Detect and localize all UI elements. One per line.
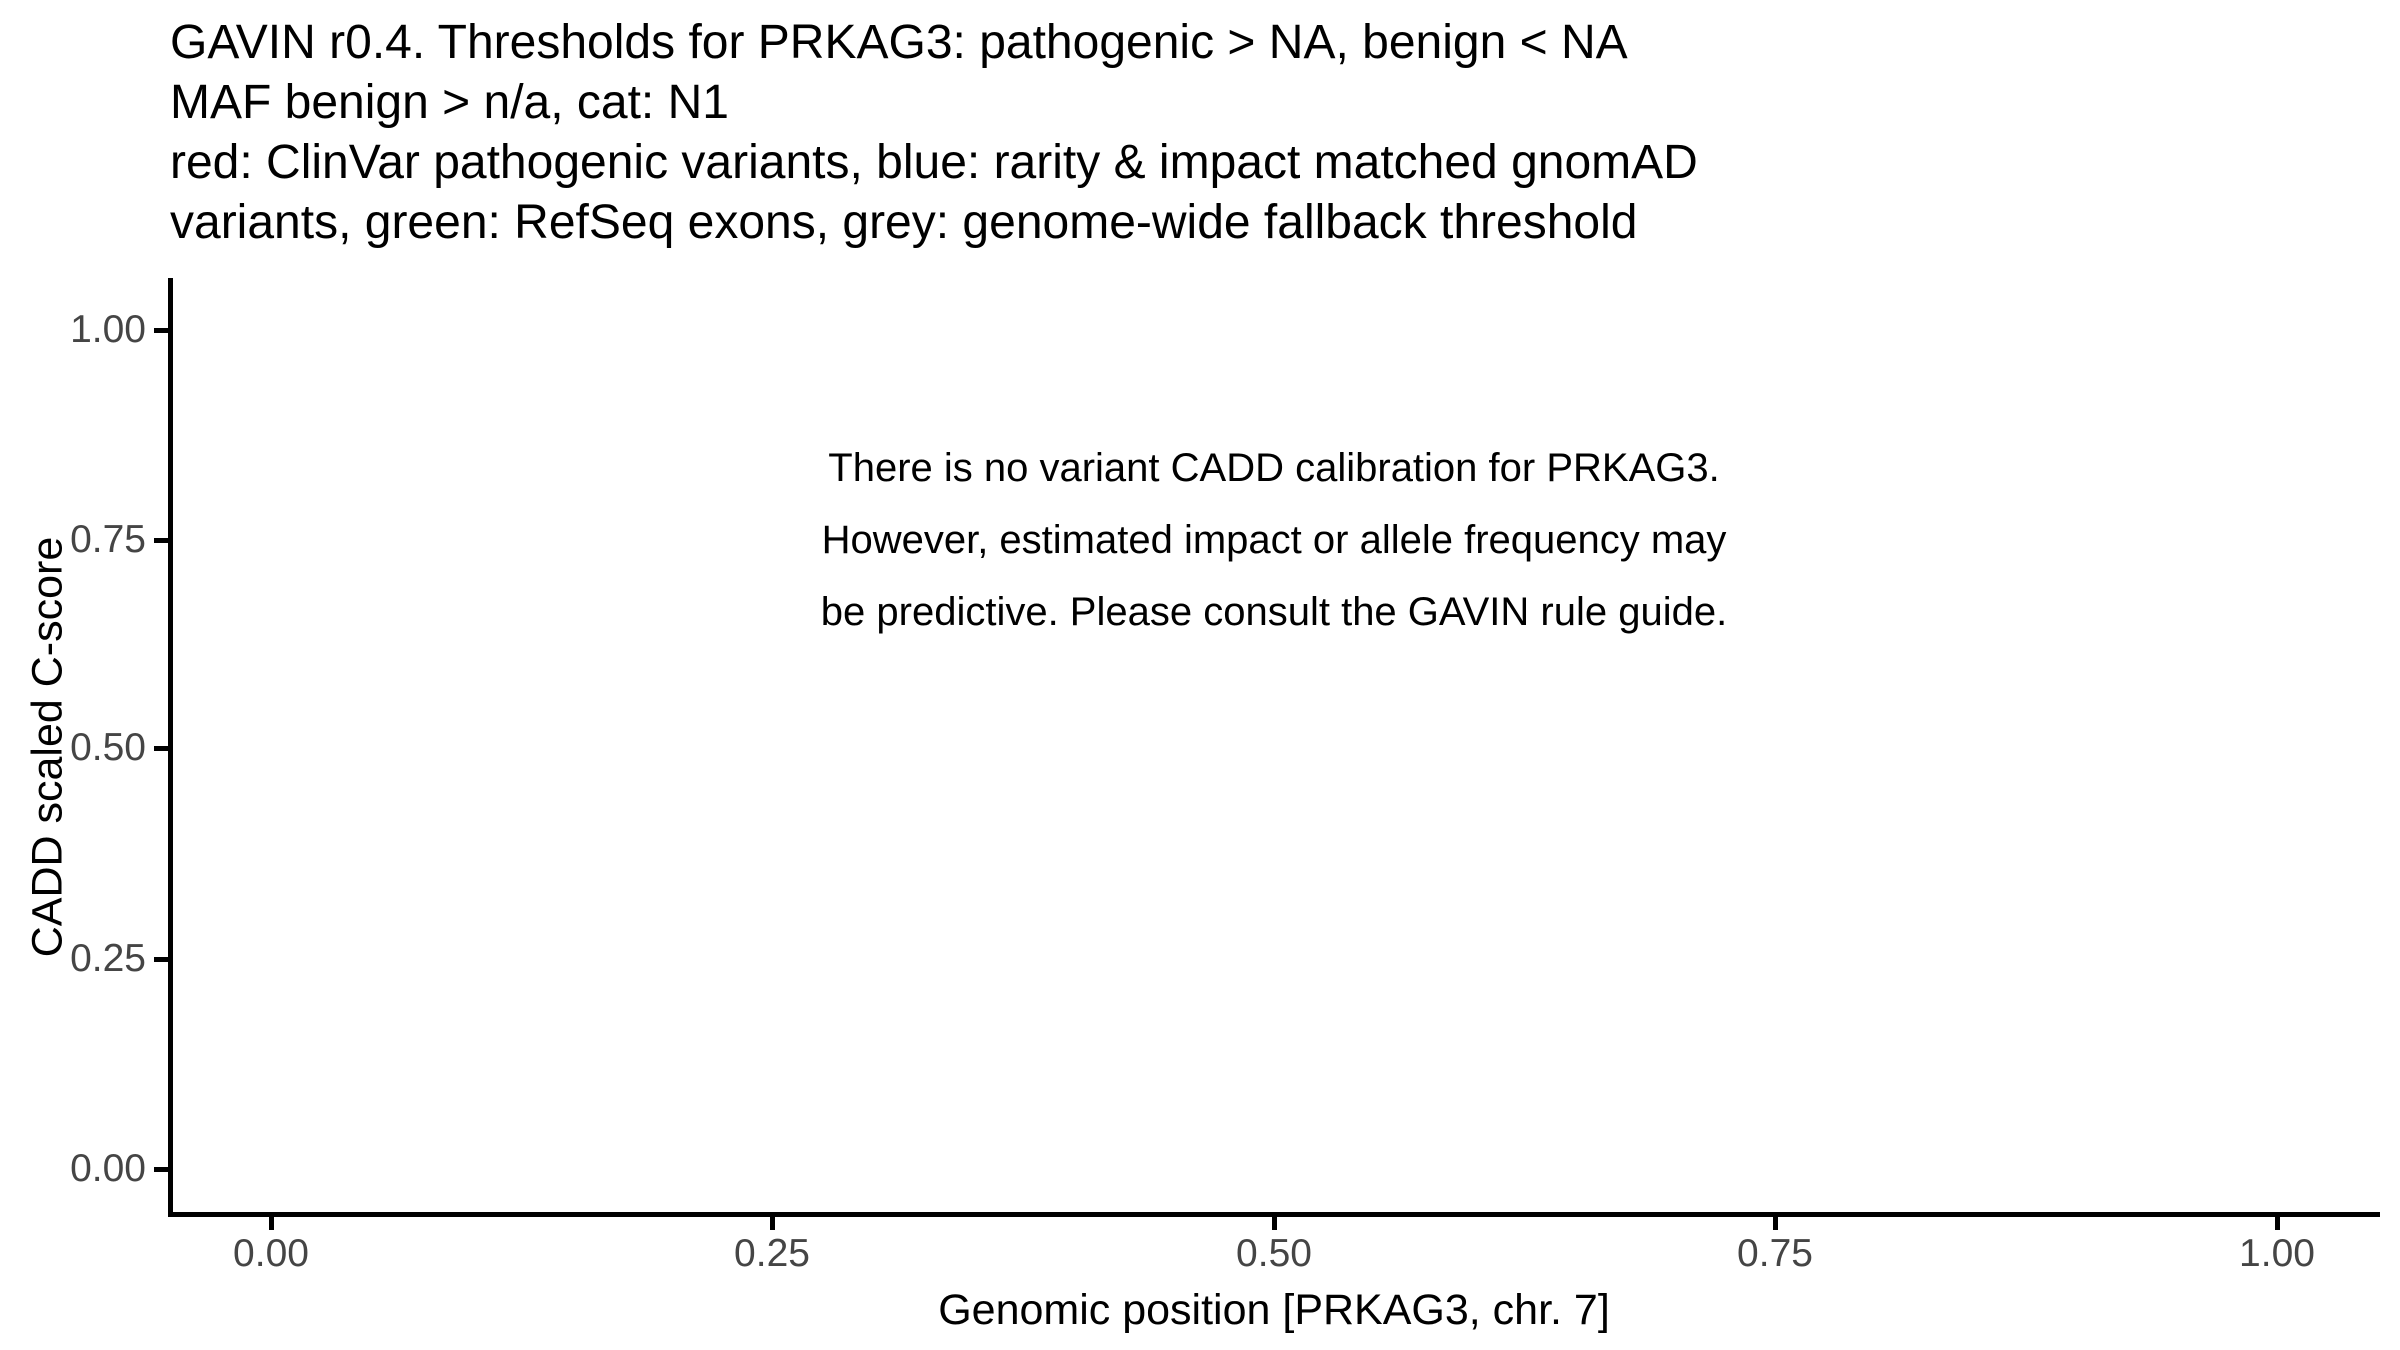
- x-tick-mark-0.00: [269, 1217, 274, 1230]
- plot-title-line-2: MAF benign > n/a, cat: N1: [170, 76, 729, 129]
- annotation-line-1: There is no variant CADD calibration for PRKAG3.: [828, 446, 1720, 490]
- x-axis-title: Genomic position [PRKAG3, chr. 7]: [938, 1286, 1610, 1334]
- y-tick-label: 0.75: [70, 518, 146, 561]
- x-tick-mark-1.00: [2275, 1217, 2280, 1230]
- y-tick-label: 0.50: [70, 726, 146, 769]
- plot-title-line-4: variants, green: RefSeq exons, grey: genome-wide fallback threshold: [170, 196, 1638, 249]
- annotation-line-2: However, estimated impact or allele frequency may: [821, 518, 1727, 562]
- plot-title-line-1: GAVIN r0.4. Thresholds for PRKAG3: pathogenic > NA, benign < NA: [170, 16, 1628, 69]
- y-tick-mark-0.50: [154, 746, 168, 751]
- no-calibration-annotation: [474, 432, 2074, 648]
- annotation-line-3: be predictive. Please consult the GAVIN rule guide.: [820, 590, 1728, 634]
- y-tick-mark-0.25: [154, 957, 168, 962]
- x-tick-label: 0.25: [734, 1232, 810, 1275]
- y-tick-mark-0.75: [154, 538, 168, 543]
- x-tick-label: 0.75: [1737, 1232, 1813, 1275]
- y-tick-mark-0.00: [154, 1167, 168, 1172]
- x-tick-label: 0.00: [233, 1232, 309, 1275]
- plot-title: [170, 13, 1698, 253]
- y-axis-title: CADD scaled C-score: [23, 536, 72, 958]
- y-tick-label: 1.00: [70, 308, 146, 351]
- y-tick-label: 0.00: [70, 1147, 146, 1190]
- x-tick-mark-0.25: [770, 1217, 775, 1230]
- y-tick-mark-1.00: [154, 328, 168, 333]
- plot-title-line-3: red: ClinVar pathogenic variants, blue: rarity & impact matched gnomAD: [170, 136, 1698, 189]
- x-tick-mark-0.50: [1272, 1217, 1277, 1230]
- x-tick-label: 0.50: [1236, 1232, 1312, 1275]
- x-tick-mark-0.75: [1773, 1217, 1778, 1230]
- y-axis-line: [168, 278, 173, 1217]
- x-tick-label: 1.00: [2239, 1232, 2315, 1275]
- y-tick-label: 0.25: [70, 937, 146, 980]
